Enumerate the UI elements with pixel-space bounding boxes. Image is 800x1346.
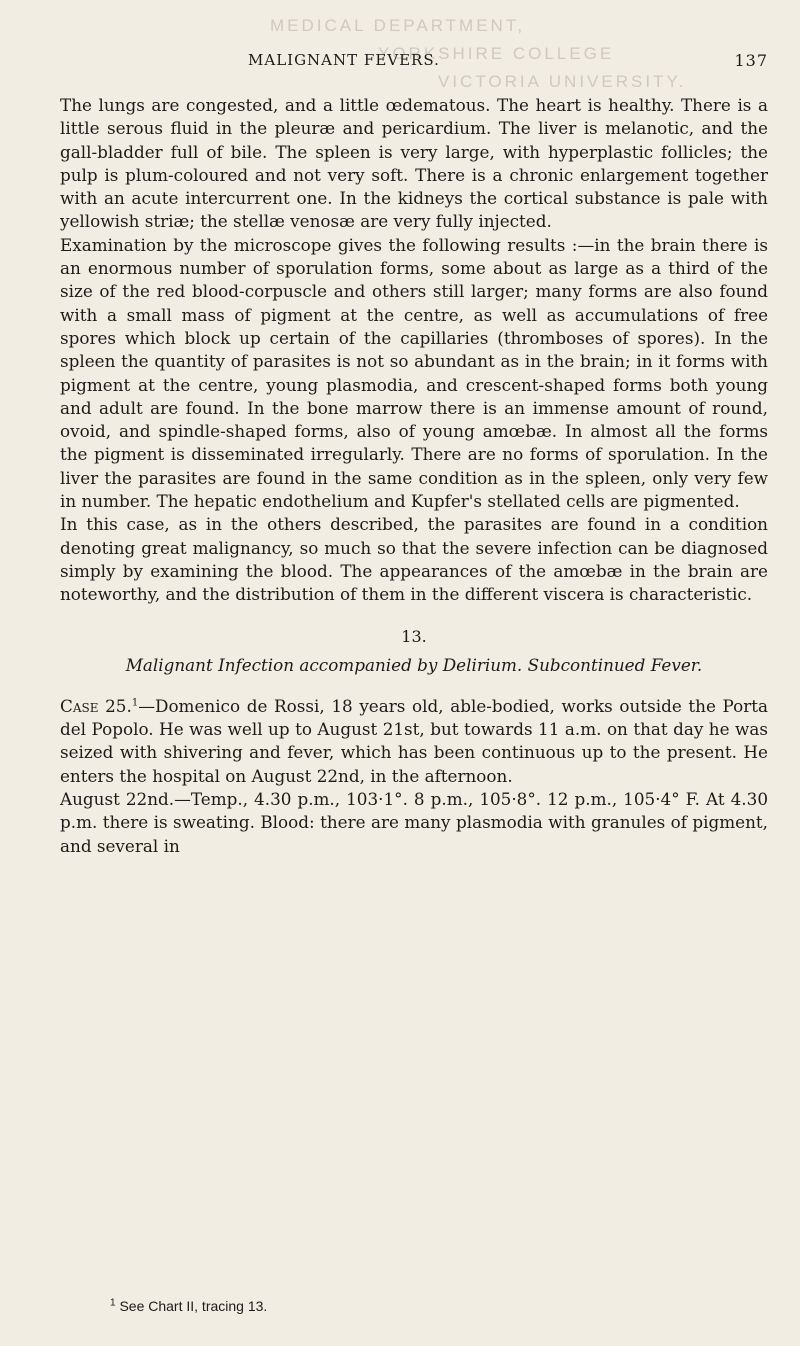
page-number: 137: [734, 51, 768, 70]
section-title: Malignant Infection accompanied by Delirium. Subcontinued Fever.: [125, 654, 703, 675]
footnote-text: See Chart II, tracing 13.: [119, 1298, 268, 1314]
library-stamp-line-3: VICTORIA UNIVERSITY.: [438, 72, 687, 91]
case-paragraph: [60, 695, 768, 788]
footnote-reference: 1: [131, 697, 139, 709]
library-stamp-line-2: YORKSHIRE COLLEGE: [378, 44, 615, 63]
library-stamp-line-1: MEDICAL DEPARTMENT,: [270, 16, 526, 35]
paragraph-conclusion: In this case, as in the others described, the parasites are found in a condition denoting great malignancy, so much so that the severe infection can be diagnosed simply by examining the blood. The appearances of the amœbæ in the brain are noteworthy, and the distribution of them in the different viscera is characteristic.: [60, 514, 768, 605]
case-august-22: August 22nd.—Temp., 4.30 p.m., 103·1°. 8 p.m., 105·8°. 12 p.m., 105·4° F. At 4.30 p.m. there is sweating. Blood: there are many plasmodia with granules of pigment, and several in: [60, 789, 768, 856]
running-title: MALIGNANT FEVERS.: [248, 51, 440, 69]
footnote-marker: 1: [110, 1297, 116, 1309]
page-header: [60, 51, 768, 75]
paragraph-autopsy: The lungs are congested, and a little œdematous. The heart is healthy. There is a little serous fluid in the pleuræ and pericardium. The liver is melanotic, and the gall-bladder full of bile. The spleen is very large, with hyperplastic follicles; the pulp is plum-coloured and not very soft. There is a chronic enlargement together with an acute intercurrent one. In the kidneys the cortical substance is pale with yellowish striæ; the stellæ venosæ are very fully injected.: [60, 95, 768, 232]
body-text: [60, 94, 768, 858]
footnote: [110, 1298, 710, 1314]
section-number: 13.: [401, 626, 427, 646]
case-text: —Domenico de Rossi, 18 years old, able-bodied, works outside the Porta del Popolo. He was well up to August 21st, but towards 11 a.m. on that day he was seized with shivering and fever, which has been continuous up to the present. He enters the hospital on August 22nd, in the afternoon.: [60, 695, 768, 786]
paragraph-microscopy: Examination by the microscope gives the following results :—in the brain there is an enormous number of sporulation forms, some about as large as a third of the size of the red blood-corpuscle and others still larger; many forms are also found with a small mass of pigment at the centre, as well as accumulations of free spores which block up certain of the capillaries (thromboses of spores). In the spleen the quantity of parasites is not so abundant as in the brain; in it forms with pigment at the centre, young plasmodia, and crescent-shaped forms both young and adult are found. In the bone marrow there is an immense amount of round, ovoid, and spindle-shaped forms, also of young amœbæ. In almost all the forms the pigment is disseminated irregularly. There are no forms of sporulation. In the liver the parasites are found in the same condition as in the spleen, only very few in number. The hepatic endothelium and Kupfer's stellated cells are pigmented.: [60, 234, 768, 512]
case-label: Case 25.: [60, 695, 132, 716]
